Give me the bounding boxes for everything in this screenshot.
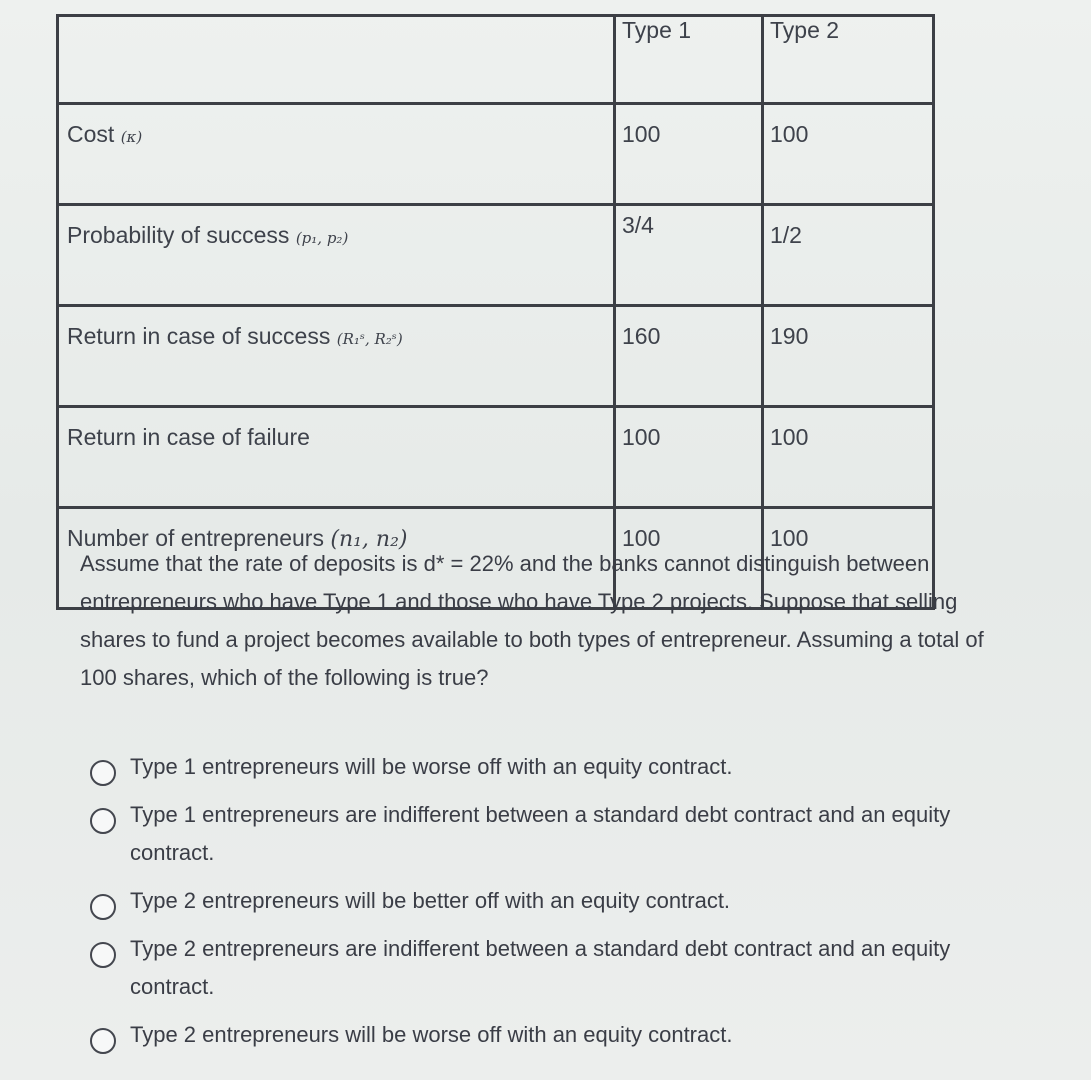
row-label: Return in case of failure (67, 424, 310, 450)
table-header-row (58, 16, 934, 104)
row-label-cell (58, 407, 615, 508)
cell-type2: 100 (763, 508, 934, 609)
row-symbol: (n₁, n₂) (330, 527, 408, 552)
option-label: Type 2 entrepreneurs will be worse off with an equity contract. (130, 1022, 733, 1047)
radio-button[interactable] (90, 1028, 116, 1054)
option-label: Type 2 entrepreneurs are indifferent between a standard debt contract and an equity contract. (130, 936, 951, 999)
row-label: Return in case of success (67, 323, 331, 349)
row-label: Cost (67, 121, 115, 147)
answer-option[interactable] (90, 1016, 1020, 1054)
row-label-cell (58, 205, 615, 306)
cell-type1: 100 (615, 104, 763, 205)
radio-button[interactable] (90, 808, 116, 834)
cell-type2: 100 (763, 104, 934, 205)
cell-type1: 100 (615, 508, 763, 609)
radio-button[interactable] (90, 894, 116, 920)
row-label: Probability of success (67, 222, 290, 248)
parameters-table (56, 14, 935, 610)
row-symbol: (κ) (120, 128, 143, 146)
cell-type1: 100 (615, 407, 763, 508)
cell-type2: 190 (763, 306, 934, 407)
question-text: Assume that the rate of deposits is d* = 22% and the banks cannot distinguish between entrepreneurs who have Type 1 and those who have Type 2 projects. Suppose that selling shares to fund a project becomes available to both types of entrepreneur. Assuming a total of 100 shares, which of the following is true? (80, 551, 984, 690)
radio-button[interactable] (90, 760, 116, 786)
cell-type1: 3/4 (615, 205, 763, 306)
table-row (58, 407, 934, 508)
cell-type2: 100 (763, 407, 934, 508)
option-label: Type 1 entrepreneurs will be worse off with an equity contract. (130, 754, 733, 779)
table-row (58, 205, 934, 306)
row-symbol: (R₁ˢ, R₂ˢ) (336, 330, 403, 348)
answer-option[interactable] (90, 748, 1020, 786)
row-label: Number of entrepreneurs (67, 525, 324, 551)
answer-option[interactable] (90, 882, 1020, 920)
header-type1: Type 1 (615, 16, 763, 104)
row-symbol: (p₁, p₂) (295, 229, 349, 247)
row-label-cell (58, 104, 615, 205)
answer-option[interactable] (90, 930, 1020, 1006)
cell-type1: 160 (615, 306, 763, 407)
answer-options (90, 748, 1020, 1064)
header-type2: Type 2 (763, 16, 934, 104)
header-empty-cell (58, 16, 615, 104)
option-label: Type 2 entrepreneurs will be better off with an equity contract. (130, 888, 731, 913)
radio-button[interactable] (90, 942, 116, 968)
row-label-cell (58, 306, 615, 407)
table-row (58, 104, 934, 205)
answer-option[interactable] (90, 796, 1020, 872)
cell-type2: 1/2 (763, 205, 934, 306)
option-label: Type 1 entrepreneurs are indifferent between a standard debt contract and an equity contract. (130, 802, 951, 865)
table-row (58, 306, 934, 407)
